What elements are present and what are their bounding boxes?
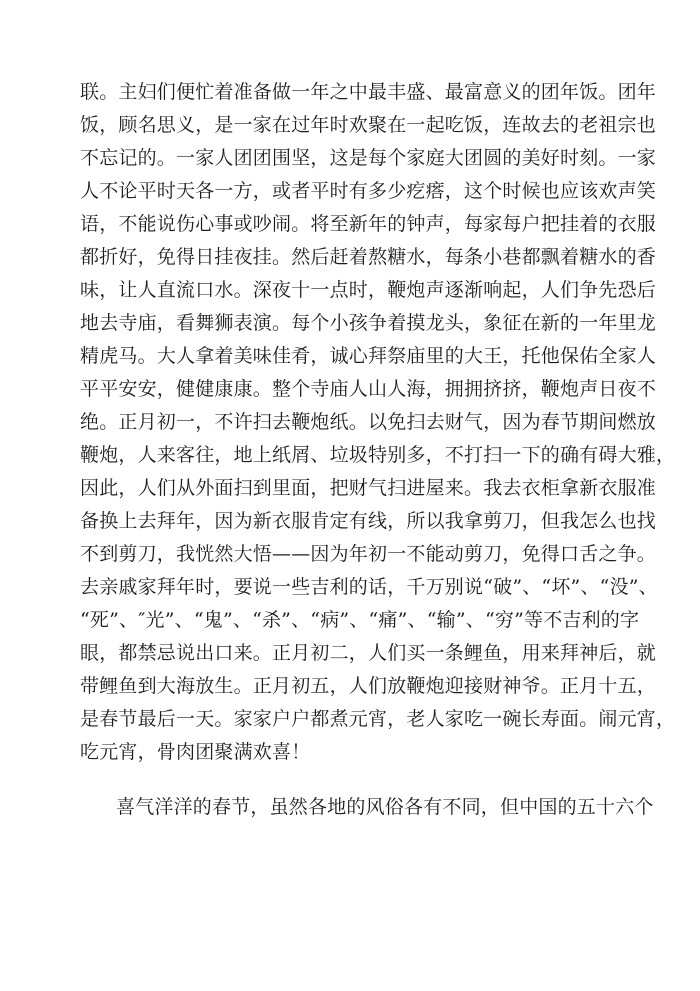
text-line: 平平安安，健健康康。整个寺庙人山人海，拥拥挤挤，鞭炮声日夜不 [80,378,657,400]
text-line: 都折好，免得日挂夜挂。然后赶着熬糖水，每条小巷都飘着糖水的香 [80,246,657,268]
text-line: 因此，人们从外面扫到里面，把财气扫进屋来。我去衣柜拿新衣服准 [80,477,657,499]
text-line: 吃元宵，骨肉团聚满欢喜！ [80,741,311,763]
text-line: 联。主妇们便忙着准备做一年之中最丰盛、最富意义的团年饭。团年 [80,81,657,103]
text-line: 人不论平时天各一方，或者平时有多少疙瘩，这个时候也应该欢声笑 [80,180,657,202]
text-line: 不忘记的。一家人团团围坚，这是每个家庭大团圆的美好时刻。一家 [80,147,657,169]
paragraph [80,791,654,824]
text-line: 饭，顾名思义，是一家在过年时欢聚在一起吃饭，连故去的老祖宗也 [80,114,657,136]
text-line: 语，不能说伤心事或吵闹。将至新年的钟声，每家每户把挂着的衣服 [80,213,657,235]
text-line: 鞭炮，人来客往，地上纸屑、垃圾特别多，不打扫一下的确有碍大雅， [80,444,676,466]
text-line: 是春节最后一天。家家户户都煮元宵，老人家吃一碗长寿面。闹元宵， [80,708,676,730]
text-line: 不到剪刀，我恍然大悟——因为年初一不能动剪刀，免得口舌之争。 [80,543,657,565]
text-line: “死”、″光”、“鬼”、“杀”、“病”、“痛”、“输”、“穷”等不吉利的字 [80,609,640,631]
text-line: 精虎马。大人拿着美味佳肴，诚心拜祭庙里的大王，托他保佑全家人 [80,345,657,367]
text-line: 味，让人直流口水。深夜十一点时，鞭炮声逐渐响起，人们争先恐后 [80,279,657,301]
text-line: 绝。正月初一，不许扫去鞭炮纸。以免扫去财气，因为春节期间燃放 [80,411,657,433]
text-line: 眼，都禁忌说出口来。正月初二，人们买一条鲤鱼，用来拜神后，就 [80,642,657,664]
document-body [80,76,676,824]
text-line: 备换上去拜年，因为新衣服肯定有线，所以我拿剪刀，但我怎么也找 [80,510,657,532]
paragraph-gap [80,769,620,791]
paragraph [80,76,676,769]
text-line: 地去寺庙，看舞狮表演。每个小孩争着摸龙头，象征在新的一年里龙 [80,312,657,334]
text-line: 带鲤鱼到大海放生。正月初五，人们放鞭炮迎接财神爷。正月十五， [80,675,657,697]
text-line: 喜气洋洋的春节，虽然各地的风俗各有不同，但中国的五十六个 [116,796,654,818]
text-line: 去亲戚家拜年时，要说一些吉利的话，千万别说“破”、“坏”、“没”、 [80,576,658,598]
